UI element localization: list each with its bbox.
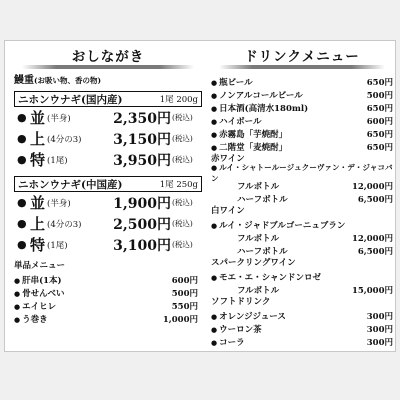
bullet-icon: ● — [211, 272, 218, 282]
list-item: ● オレンジジュース 300円 — [211, 311, 393, 322]
price-row: ● 並 (半身) 1,900円 (税込) — [17, 194, 193, 212]
list-item: ● エイヒレ 550円 — [14, 301, 198, 312]
bullet-icon: ● — [17, 238, 27, 251]
title-brush-stroke — [22, 65, 194, 69]
white-wine-title: 白ワイン — [211, 206, 245, 216]
price-row: ● 特 (1尾) 3,100円 (税込) — [17, 236, 193, 254]
wine-name: ● ルイ・ジャドブルゴーニュブラン — [211, 220, 346, 231]
list-item: ● ハイボール 600円 — [211, 116, 393, 127]
soft-drinks-title: ソフトドリンク — [211, 297, 271, 307]
basic-drinks-list — [211, 75, 393, 153]
bullet-icon: ● — [211, 77, 218, 87]
price-row: ● 並 (半身) 2,350円 (税込) — [17, 109, 193, 127]
bullet-icon: ● — [17, 132, 27, 145]
price-row: ● 上 (4分の3) 2,500円 (税込) — [17, 215, 193, 233]
list-item: ● 赤霧島「芋焼酎」 650円 — [211, 129, 393, 140]
bullet-icon: ● — [14, 301, 21, 311]
single-menu-section — [14, 260, 202, 325]
bullet-icon: ● — [211, 116, 218, 126]
bullet-icon: ● — [211, 311, 218, 321]
red-wine-title: 赤ワイン — [211, 154, 245, 164]
list-item: ● う巻き 1,000円 — [14, 314, 198, 325]
list-item: ハーフボトル 6,500円 — [237, 246, 393, 257]
list-item: ● 骨せんべい 500円 — [14, 288, 198, 299]
bullet-icon: ● — [17, 217, 27, 230]
list-item: ● 瓶ビール 650円 — [211, 77, 393, 88]
bullet-icon: ● — [211, 90, 218, 100]
single-menu-title: 単品メニュー — [14, 261, 66, 271]
chinese-price-list — [14, 192, 202, 255]
bullet-icon: ● — [14, 275, 21, 285]
bullet-icon: ● — [211, 220, 218, 230]
drink-menu-column — [211, 41, 393, 348]
list-item: ● 肝串(1本) 600円 — [14, 275, 198, 286]
list-item: フルボトル 12,000円 — [237, 181, 393, 192]
wine-name: ● モエ・エ・シャンドンロゼ — [211, 272, 321, 283]
bullet-icon: ● — [14, 314, 21, 324]
bullet-icon: ● — [211, 337, 218, 347]
bullet-icon: ● — [17, 111, 27, 124]
menu-card — [4, 40, 396, 352]
list-item: ● 日本酒(高清水180ml) 650円 — [211, 103, 393, 114]
unaju-header: 鰻重(お吸い物、香の物) — [14, 75, 102, 86]
domestic-eel-box: ニホンウナギ(国内産) 1尾 200g — [14, 91, 202, 107]
bullet-icon: ● — [14, 288, 21, 298]
title-brush-stroke — [219, 65, 385, 69]
food-menu-title: おしながき — [14, 41, 202, 73]
price-row: ● 上 (4分の3) 3,150円 (税込) — [17, 130, 193, 148]
list-item: フルボトル 15,000円 — [237, 285, 393, 296]
price-row: ● 特 (1尾) 3,950円 (税込) — [17, 151, 193, 169]
list-item: ● ウーロン茶 300円 — [211, 324, 393, 335]
bullet-icon: ● — [211, 129, 218, 139]
sparkling-wine-title: スパークリングワイン — [211, 258, 296, 268]
list-item: ● ノンアルコールビール 500円 — [211, 90, 393, 101]
list-item: ハーフボトル 6,500円 — [237, 194, 393, 205]
red-wine-section — [211, 153, 393, 205]
list-item: ● コーラ 300円 — [211, 337, 393, 348]
bullet-icon: ● — [17, 153, 27, 166]
white-wine-section — [211, 205, 393, 257]
food-menu-column — [14, 41, 202, 325]
bullet-icon: ● — [211, 142, 218, 152]
drink-menu-title: ドリンクメニュー — [211, 41, 393, 73]
domestic-price-list — [14, 107, 202, 170]
soft-drinks-section — [211, 296, 393, 348]
bullet-icon: ● — [211, 103, 218, 113]
list-item: フルボトル 12,000円 — [237, 233, 393, 244]
bullet-icon: ● — [211, 162, 218, 172]
bullet-icon: ● — [17, 196, 27, 209]
wine-name: ● ルイ・シャトールージュクーヴァン・デ・ジャコバン — [211, 162, 393, 183]
sparkling-wine-section — [211, 257, 393, 296]
list-item: ● 二階堂「麦焼酎」 650円 — [211, 142, 393, 153]
bullet-icon: ● — [211, 324, 218, 334]
chinese-eel-box: ニホンウナギ(中国産) 1尾 250g — [14, 176, 202, 192]
